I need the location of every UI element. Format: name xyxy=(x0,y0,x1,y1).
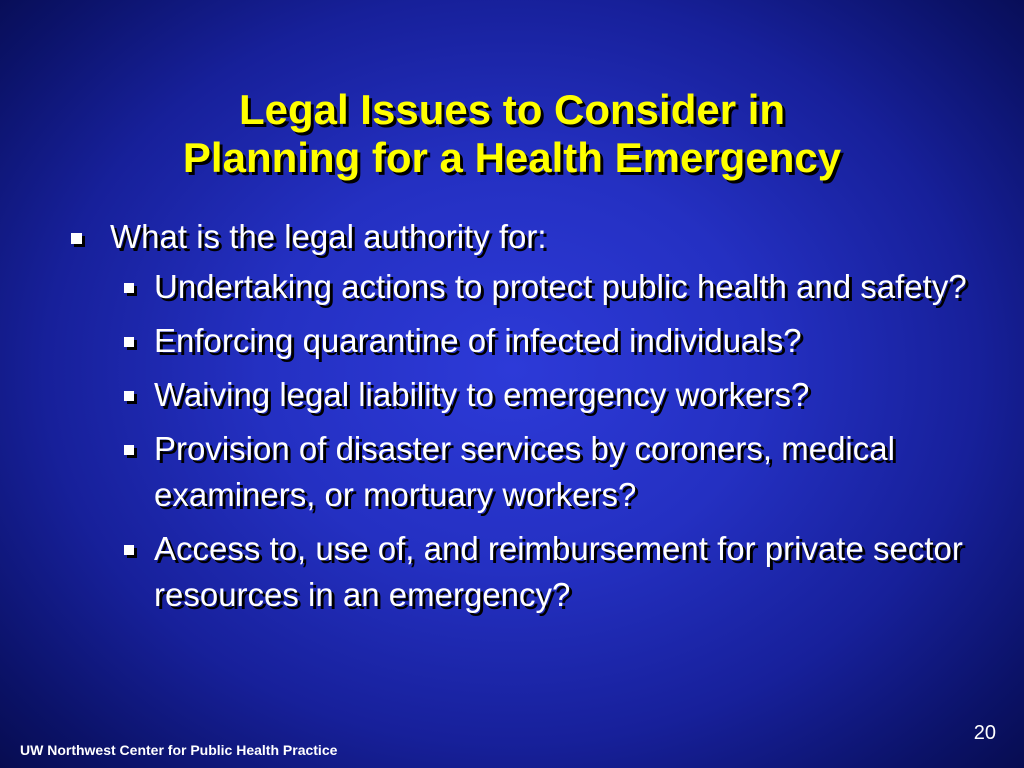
square-bullet-icon xyxy=(124,445,134,455)
title-line-1: Legal Issues to Consider in xyxy=(238,86,786,133)
square-bullet-icon xyxy=(124,337,134,347)
footer-organization: UW Northwest Center for Public Health Practice xyxy=(20,742,338,758)
sub-bullet-item xyxy=(154,426,968,518)
bullet-text: What is the legal authority for: xyxy=(110,218,547,255)
square-bullet-icon xyxy=(124,283,134,293)
sub-bullet-item xyxy=(154,318,968,364)
bullet-list xyxy=(68,214,968,626)
page-number: 20 xyxy=(973,722,996,744)
title-line-2: Planning for a Health Emergency xyxy=(182,134,842,181)
sub-bullet-text: Undertaking actions to protect public health and safety? xyxy=(154,268,967,305)
sub-bullet-text: Provision of disaster services by coroners, medical examiners, or mortuary workers? xyxy=(154,430,895,513)
sub-bullet-item xyxy=(154,526,968,618)
bullet-item-legal-authority xyxy=(68,214,968,260)
sub-bullet-item xyxy=(154,372,968,418)
slide-title xyxy=(0,86,1024,182)
sub-bullet-text: Enforcing quarantine of infected individuals? xyxy=(154,322,802,359)
sub-bullet-item xyxy=(154,264,968,310)
sub-bullet-text: Waiving legal liability to emergency workers? xyxy=(154,376,810,413)
square-bullet-icon xyxy=(71,233,82,244)
sub-bullet-text: Access to, use of, and reimbursement for private sector resources in an emergency? xyxy=(154,530,963,613)
square-bullet-icon xyxy=(124,545,134,555)
square-bullet-icon xyxy=(124,391,134,401)
